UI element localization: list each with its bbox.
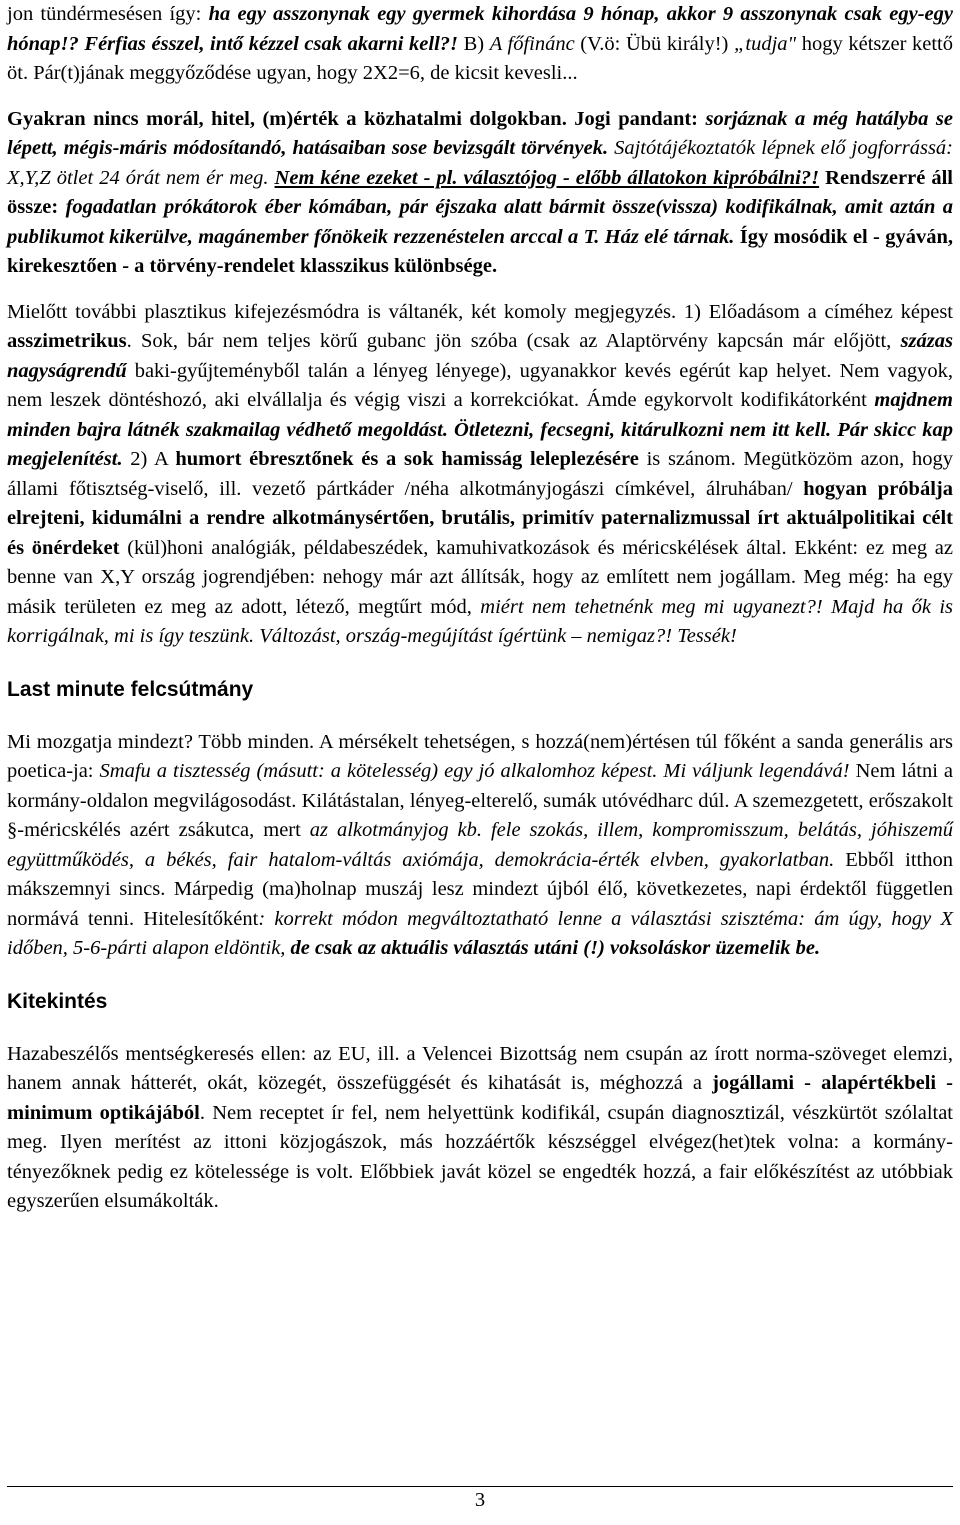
text-run: „tudja" xyxy=(733,32,797,55)
text-run: sorjáznak a még hatályba se lépett, mégis-máris módosítandó, hatásaiban sose bevizsgált törvények. xyxy=(7,107,954,159)
text-run: (V.ö: Übü király!) xyxy=(574,32,734,55)
text-run: miért nem tehetnénk meg mi ugyanezt?! Majd ha ők is korrigálnak, mi is így teszünk. Változást, ország-megújítást ígértünk – nemigaz?! Tessék! xyxy=(7,595,953,647)
text-run: jon tündérmesésen így: xyxy=(7,3,209,25)
text-run: százas nagyságrendű xyxy=(7,330,953,382)
footer-rule xyxy=(7,1486,953,1487)
text-run: Gyakran nincs morál, hitel, (m)érték a közhatalmi dolgokban. Jogi pandant: xyxy=(7,107,706,130)
text-run: ha egy asszonynak egy gyermek kihordása 9 hónap, akkor 9 asszonynak csak egy-egy hónap!? Férfias ésszel, intő kézzel csak akarni kell?! xyxy=(7,3,953,55)
text-run: Nem kéne ezeket - pl. választójog - előbb állatokon kipróbálni?! xyxy=(274,166,820,189)
text-run: A főfinánc xyxy=(489,32,575,55)
text-run: . Nem receptet ír fel, nem helyettünk kodifikál, csupán diagnosztizál, vészkürtöt szólaltat meg. Ilyen merítést az ittoni közjogászok, más hozzáértők készséggel elvégez(het)tek volna: a kormány-tényezőknek pedig ez kötelessége is volt. Előbbiek javát közel se engedték hozzá, a fair előkészítést az utóbbiak egyszerűen elsumákolták. xyxy=(7,1101,954,1212)
text-run: humort ébresztőnek és a sok hamisság leleplezésére xyxy=(175,448,639,470)
text-run: fogadatlan prókátorok éber kómában, pár éjszaka alatt bármit össze(vissza) kodifikálnak, amit aztán a publikumot kikerülve, magánember főnökeik rezzenéstelen arccal a T. Ház elé tárnak. xyxy=(7,196,954,248)
text-run: (kül)honi analógiák, példabeszédek, kamuhivatkozások és méricskélések által. Ekként: ez meg az benne van X,Y ország jogrendjében: nehogy már azt állítsák, hogy az említett nem jogállam. Meg még: ha egy másik területen ez meg az adott, létező, megtűrt mód, xyxy=(7,536,953,618)
text-run: hogyan próbálja elrejteni, kidumálni a rendre alkotmánysértően, brutális, primitív paternalizmussal írt aktuálpolitikai célt és önérdeket xyxy=(7,477,953,559)
text-run: az alkotmányjog kb. fele szokás, illem, kompromisszum, belátás, jóhiszemű együttműködés, a békés, fair hatalom-váltás axiómája, demokrácia-érték elvben, gyakorlatban. xyxy=(7,819,954,871)
text-run: Mi mozgatja mindezt? Több minden. A mérsékelt tehetségen, s hozzá(nem)értésen túl főként a sanda generális ars poetica-ja: xyxy=(7,730,953,782)
text-run: . Sok, bár nem teljes körű gubanc jön szóba (csak az Alaptörvény kapcsán már előjött, xyxy=(126,330,901,352)
text-run: Hazabeszélős mentségkeresés ellen: az EU, ill. a Velencei Bizottság nem csupán az írott norma-szöveget elemzi, hanem annak hátterét, okát, közegét, összefüggését és kihatását is, méghozzá a xyxy=(7,1042,953,1094)
text-run: Rendszerré áll össze: xyxy=(7,166,953,218)
text-run: asszimetrikus xyxy=(7,330,127,352)
text-run: Mielőtt további plasztikus kifejezésmódra is váltanék, két komoly megjegyzés. 1) Előadásom a címéhez képest xyxy=(7,300,953,323)
text-run: Nem látni a kormány-oldalon megvilágosodást. Kilátástalan, lényeg-elterelő, sumák utóvédharc dúl. A szemezgetett, erőszakolt §-méricskélés azért zsákutca, mert xyxy=(7,760,953,841)
text-run: Így mosódik el - gyáván, kirekesztően - a törvény-rendelet klasszikus különbsége. xyxy=(7,225,953,277)
text-run: 2) A xyxy=(122,448,176,470)
text-run: Sajtótájékoztatók lépnek elő jogforrássá: X,Y,Z ötlet 24 órát nem ér meg. xyxy=(7,137,954,189)
text-run: Smafu a tisztesség (másutt: a kötelesség) egy jó alkalomhoz képest. Mi váljunk legendává! xyxy=(99,760,850,782)
text-run: is szánom. Megütközöm azon, hogy állami főtisztség-viselő, ill. vezető pártkáder /néha alkotmányjogászi címkével, álruhában/ xyxy=(7,448,953,500)
text-run: Ebből itthon mákszemnyi sincs. Márpedig (ma)holnap muszáj lesz mindezt újból élő, következetes, napi érdektől független normává tenni. Hitelesítőként xyxy=(7,848,953,930)
heading-outlook: Kitekintés xyxy=(7,989,108,1013)
text-run: hogy kétszer kettő öt. Pár(t)jának meggyőződése ugyan, hogy 2X2=6, de kicsit kevesli... xyxy=(7,32,953,84)
text-run: baki-gyűjteményből talán a lényeg lényege), ugyanakkor kevés egérút kap helyet. Nem vagyok, nem leszek döntéshozó, aki elvállalja és végig viszi a korrekciókat. Ámde egykorvolt kodifikátorként xyxy=(7,359,953,411)
paragraph-moral xyxy=(7,105,953,282)
text-run: B) xyxy=(458,32,490,55)
text-run: : korrekt módon megváltoztatható lenne a választási szisztéma: ám úgy, hogy X időben, 5-6-párti alapon eldöntik, xyxy=(7,907,953,959)
page-number: 3 xyxy=(474,1489,486,1511)
text-run: de csak az aktuális választás utáni (!) voksoláskor üzemelik be. xyxy=(290,937,821,959)
text-run: majdnem minden bajra látnék szakmailag védhető megoldást. Ötletezni, fecsegni, kitárulkozni nem itt kell. Pár skicc kap megjelenítést. xyxy=(7,389,953,470)
paragraph-remarks xyxy=(7,298,953,652)
paragraph-intro xyxy=(7,0,953,89)
text-run: jogállami - alapértékbeli - minimum optikájából xyxy=(7,1072,953,1124)
paragraph-motivation xyxy=(7,728,953,964)
paragraph-outlook xyxy=(7,1040,953,1217)
heading-last-minute: Last minute felcsútmány xyxy=(7,677,254,701)
